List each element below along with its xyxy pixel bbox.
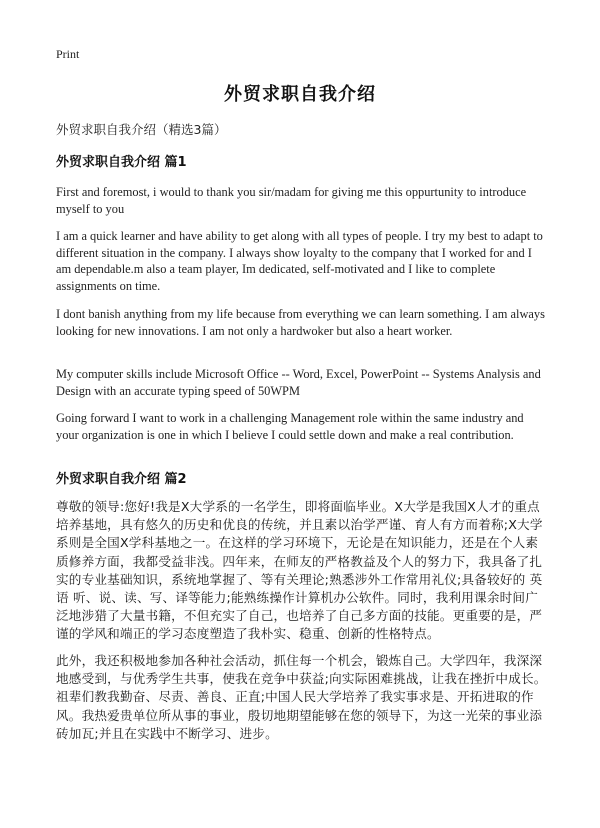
paragraph-1-2: I am a quick learner and have ability to get along with all types of people. I try my best to adapt to different situation in the company. I always show loyalty to the company that I worked for and I am dependable.m also a team player, Im dedicated, self-motivated and I like to complete assignments on time. — [56, 229, 543, 293]
section-heading-1: 外贸求职自我介绍 篇1 — [56, 155, 187, 170]
paragraph-1-1: First and foremost, i would to thank you sir/madam for giving me this oppurtunity to introduce myself to you — [56, 185, 527, 216]
paragraph-1-3: I dont banish anything from my life because from everything we can learn something. I am always looking for new innovations. I am not only a hardwoker but also a heart worker. — [56, 307, 545, 338]
paragraph-1-5: Going forward I want to work in a challenging Management role within the same industry and your organization is one in which I believe I could settle down and make a real contribution. — [56, 411, 524, 442]
page-title: 外贸求职自我介绍 — [224, 84, 376, 105]
paragraph-2-1: 尊敬的领导:您好!我是X大学系的一名学生，即将面临毕业。X大学是我国X人才的重点培养基地，具有悠久的历史和优良的传统，并且素以治学严谨、育人有方而着称;X大学系则是全国X学科基地之一。在这样的学习环境下，无论是在知识能力，还是在个人素质修养方面，我都受益非浅。四年来，在师友的严格教益及个人的努力下，我具备了扎实的专业基础知识，系统地掌握了、等有关理论;熟悉涉外工作常用礼仪;具备较好的 英语 听、说、读、写、译等能力;能熟练操作计算机办公软件。同时，我利用课余时间广泛地涉猎了大量书籍，不但充实了自己，也培养了自己多方面的技能。更重要的是，严谨的学风和端正的学习态度塑造了我朴实、稳重、创新的性格特点。 — [56, 499, 543, 642]
paragraph-1-4: My computer skills include Microsoft Office -- Word, Excel, PowerPoint -- Systems Analysis and Design with an accurate typing speed of 50WPM — [56, 367, 541, 398]
document-subtitle: 外贸求职自我介绍（精选3篇） — [56, 122, 227, 137]
section-heading-2: 外贸求职自我介绍 篇2 — [56, 472, 187, 487]
print-label[interactable]: Print — [56, 47, 80, 61]
paragraph-2-2: 此外，我还积极地参加各种社会活动，抓住每一个机会，锻炼自己。大学四年，我深深地感受到，与优秀学生共事，使我在竞争中获益;向实际困难挑战，让我在挫折中成长。祖辈们教我勤奋、尽责、善良、正直;中国人民大学培养了我实事求是、开拓进取的作风。我热爱贵单位所从事的事业，殷切地期望能够在您的领导下，为这一光荣的事业添砖加瓦;并且在实践中不断学习、进步。 — [56, 653, 547, 741]
